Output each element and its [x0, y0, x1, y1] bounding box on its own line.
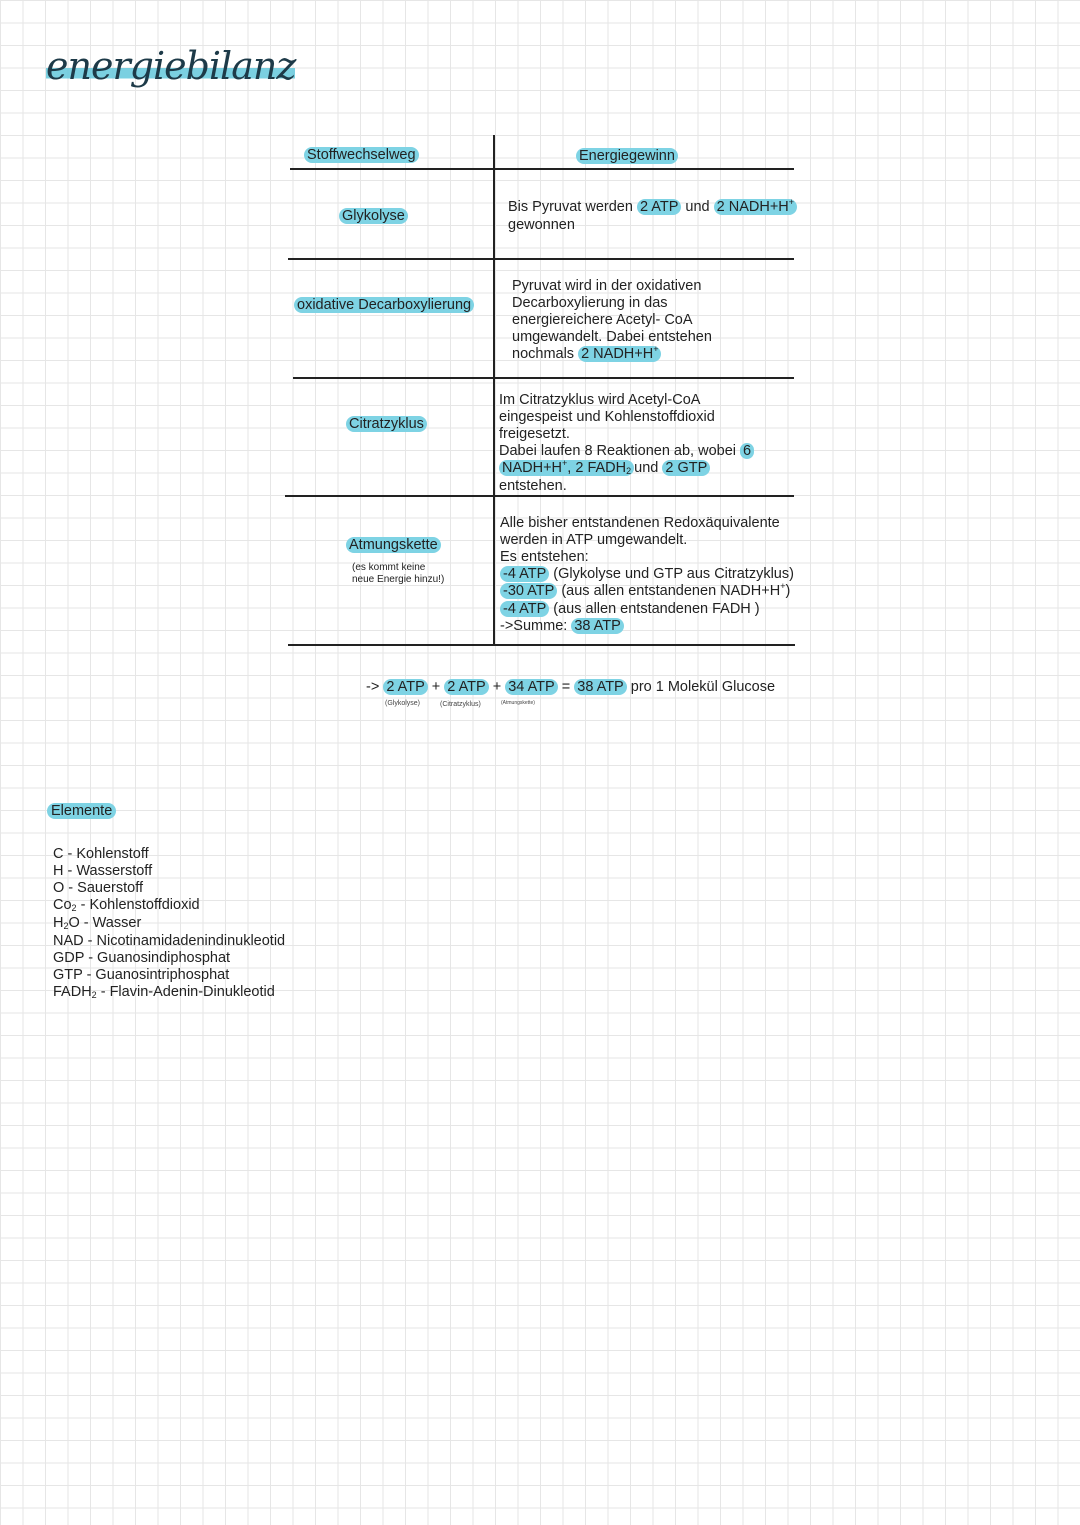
table-header-rule [290, 168, 794, 170]
list-item: $H_2O$ - Wasser [53, 915, 142, 931]
list-item: $Co_2$ - Kohlenstoffdioxid [53, 897, 200, 913]
elements-heading: Elemente [47, 803, 116, 819]
header-energy-gain: Energiegewinn [576, 148, 678, 164]
table-bottom-rule [288, 644, 795, 646]
row-text-atmungskette: Alle bisher entstandenen Redoxäquivalente werden in ATP umgewandelt. Es entstehen: -4 ATP (Glykolyse und GTP aus Citratzyklus) -30 ATP (aus allen entstandenen NADH+H+) -4 ATP (aus allen entstandenen FADH ) ->Summe: 38 ATP [500, 515, 794, 634]
header-pathway: Stoffwechselweg [304, 147, 419, 163]
list-item: NAD - Nicotinamidadenindinukleotid [53, 933, 286, 949]
list-item: GDP - Guanosindiphosphat [53, 950, 231, 966]
list-item: GTP - Guanosintriphosphat [53, 967, 230, 983]
row-name-decarboxylierung: oxidative Decarboxylierung [294, 297, 474, 313]
list-item: O - Sauerstoff [53, 880, 143, 896]
table-row-rule-1 [288, 258, 794, 260]
list-item: C - Kohlenstoff [53, 846, 149, 862]
row-name-glykolyse: Glykolyse [339, 208, 408, 224]
summary-equation: -> 2 ATP + 2 ATP + 34 ATP = 38 ATP pro 1 Molekül Glucose [366, 679, 776, 695]
equation-label-citratzyklus: (Citratzyklus) [440, 701, 481, 708]
list-item: H - Wasserstoff [53, 863, 153, 879]
equation-label-glykolyse: (Glykolyse) [385, 700, 421, 707]
table-row-rule-2 [293, 377, 794, 379]
page-title: energiebilanz [46, 44, 296, 88]
list-item: $FADH_2$ - Flavin-Adenin-Dinukleotid [53, 984, 275, 1000]
row-text-citratzyklus: Im Citratzyklus wird Acetyl-CoA eingespeist und Kohlenstoffdioxid freigesetzt. Dabei laufen 8 Reaktionen ab, wobei 6 NADH+H+, 2 $FADH_2$ und 2 GTP entstehen. [499, 392, 791, 495]
table-vertical-divider [493, 135, 495, 645]
row-text-glykolyse: Bis Pyruvat werden 2 ATP und 2 NADH+H+ gewonnen [508, 199, 798, 234]
elements-list [53, 846, 285, 1002]
table-row-rule-3 [285, 495, 794, 497]
equation-label-atmungskette: (Atmungskette) [501, 700, 535, 706]
atmungskette-note: (es kommt keine neue Energie hinzu!) [352, 562, 445, 585]
row-name-citratzyklus: Citratzyklus [346, 416, 427, 432]
row-text-decarboxylierung: Pyruvat wird in der oxidativen Decarboxylierung in das energiereichere Acetyl- CoA umgewandelt. Dabei entstehen nochmals 2 NADH+H+ [512, 278, 712, 362]
row-name-atmungskette: Atmungskette [346, 537, 441, 553]
